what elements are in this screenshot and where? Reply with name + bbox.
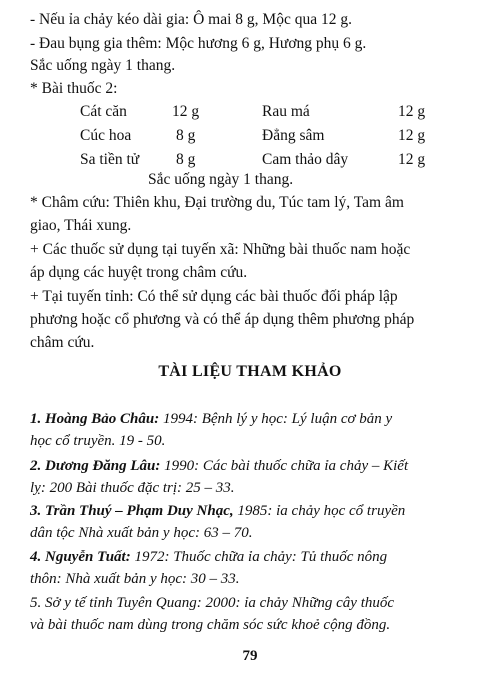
page-number: 79 [242, 648, 258, 664]
reference-line [30, 455, 476, 477]
reference-line: thôn: Nhà xuất bản y học: 30 – 33. [30, 571, 240, 587]
herb-name: Đẳng sâm [262, 127, 325, 144]
herb-name: Cam thảo dây [262, 151, 349, 168]
body-line: + Tại tuyến tỉnh: Có thể sử dụng các bài thuốc đối pháp lập [30, 288, 398, 305]
herb-name: Sa tiền tử [80, 151, 140, 168]
herb-dose: 12 g [398, 103, 426, 120]
reference-line: lỵ: 200 Bài thuốc đặc trị: 25 – 33. [30, 480, 235, 496]
body-line: giao, Thái xung. [30, 217, 132, 234]
reference-text: 1985: ỉa chảy học cổ truyền [233, 503, 406, 519]
body-line: + Các thuốc sử dụng tại tuyến xã: Những bài thuốc nam hoặc [30, 241, 411, 258]
body-line: châm cứu. [30, 334, 95, 351]
herb-dose: 8 g [176, 151, 196, 168]
herb-dose: 12 g [172, 103, 200, 120]
recipe-row [0, 127, 500, 151]
herb-name: Rau má [262, 103, 310, 120]
reference-author: 3. Trần Thuý – Phạm Duy Nhạc, [30, 503, 234, 519]
reference-line: dân tộc Nhà xuất bản y học: 63 – 70. [30, 525, 253, 541]
herb-name: Cát căn [80, 103, 127, 120]
body-line: - Nếu ỉa chảy kéo dài gia: Ô mai 8 g, Mộc qua 12 g. [30, 11, 352, 28]
body-line: * Bài thuốc 2: [30, 80, 118, 97]
herb-dose: 12 g [398, 151, 426, 168]
references-title: TÀI LIỆU THAM KHẢO [158, 363, 342, 380]
reference-line [30, 546, 476, 568]
reference-author: 1. Hoàng Bảo Châu: [30, 411, 160, 427]
reference-author: 2. Dương Đăng Lâu: [30, 458, 161, 474]
reference-text: 1972: Thuốc chữa ỉa chảy: Tủ thuốc nông [130, 549, 388, 565]
recipe-note: Sắc uống ngày 1 thang. [148, 171, 294, 188]
body-line: * Châm cứu: Thiên khu, Đại trường du, Túc tam lý, Tam âm [30, 194, 404, 211]
reference-author: 5. Sở y tế tỉnh Tuyên Quang: [30, 595, 202, 611]
reference-line [30, 500, 476, 522]
herb-dose: 12 g [398, 127, 426, 144]
reference-author: 4. Nguyễn Tuất: [30, 549, 131, 565]
reference-text: 1994: Bệnh lý y học: Lý luận cơ bản y [159, 411, 393, 427]
body-line: Sắc uống ngày 1 thang. [30, 57, 176, 74]
reference-line [30, 592, 476, 614]
reference-text: 1990: Các bài thuốc chữa ỉa chảy – Kiết [160, 458, 409, 474]
herb-name: Cúc hoa [80, 127, 132, 144]
reference-line: và bài thuốc nam dùng trong chăm sóc sức khoẻ cộng đồng. [30, 617, 391, 633]
recipe-row [0, 103, 500, 127]
herb-dose: 8 g [176, 127, 196, 144]
reference-line [30, 408, 476, 430]
body-line: phương hoặc cổ phương và có thể áp dụng thêm phương pháp [30, 311, 415, 328]
reference-text: 2000: ỉa chảy Những cây thuốc [201, 595, 395, 611]
body-line: áp dụng các huyệt trong châm cứu. [30, 264, 248, 281]
body-line: - Đau bụng gia thêm: Mộc hương 6 g, Hương phụ 6 g. [30, 35, 367, 52]
reference-line: học cổ truyền. 19 - 50. [30, 433, 166, 449]
